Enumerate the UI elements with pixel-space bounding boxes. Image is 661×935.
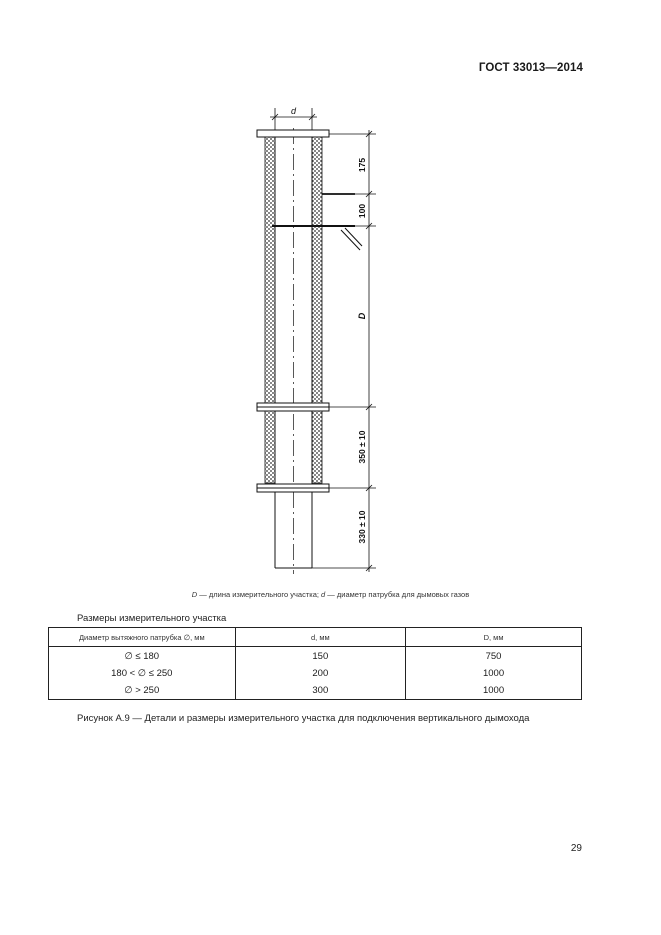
- cell-D-value: 1000: [406, 682, 582, 700]
- header-D: D, мм: [406, 628, 582, 647]
- cell-D-value: 750: [406, 647, 582, 666]
- insulation-left: [265, 137, 275, 483]
- dim-330-label: 330 ± 10: [357, 510, 367, 544]
- insulation-right: [312, 137, 322, 483]
- header-d: d, мм: [235, 628, 406, 647]
- table-row: [49, 665, 582, 682]
- cell-d-value: 200: [235, 665, 406, 682]
- table-row: [49, 647, 582, 666]
- dim-350-label: 350 ± 10: [357, 430, 367, 464]
- cell-diameter-range: ∅ ≤ 180: [49, 647, 236, 666]
- d-label: d: [291, 106, 297, 116]
- flange-middle: [257, 403, 329, 411]
- figure-caption: Рисунок А.9 — Детали и размеры измерительного участка для подключения вертикального дымохода: [77, 713, 530, 724]
- cell-diameter-range: 180 < ∅ ≤ 250: [49, 665, 236, 682]
- table-row: [49, 682, 582, 700]
- legend-d-symbol: d: [321, 590, 326, 599]
- legend-D-text: — длина измерительного участка;: [197, 590, 322, 599]
- cell-d-value: 300: [235, 682, 406, 700]
- standard-header: ГОСТ 33013—2014: [478, 62, 583, 74]
- cell-diameter-range: ∅ > 250: [49, 682, 236, 700]
- cell-D-value: 1000: [406, 665, 582, 682]
- header-pipe-diameter: Диаметр вытяжного патрубка ∅, мм: [49, 628, 236, 647]
- dim-175-label: 175: [357, 157, 367, 173]
- legend-d-text: — диаметр патрубка для дымовых газов: [325, 590, 470, 599]
- table-caption: Размеры измерительного участка: [77, 613, 227, 624]
- dimensions-table: [48, 627, 582, 700]
- page-number: 29: [570, 843, 582, 854]
- drawing-legend: [0, 590, 661, 599]
- dim-100-label: 100: [357, 203, 367, 219]
- table-header-row: [49, 628, 582, 647]
- cell-d-value: 150: [235, 647, 406, 666]
- flange-top: [257, 130, 329, 137]
- legend-D-symbol: D: [191, 590, 198, 599]
- flange-bottom: [257, 484, 329, 492]
- dim-D-label: D: [357, 312, 367, 320]
